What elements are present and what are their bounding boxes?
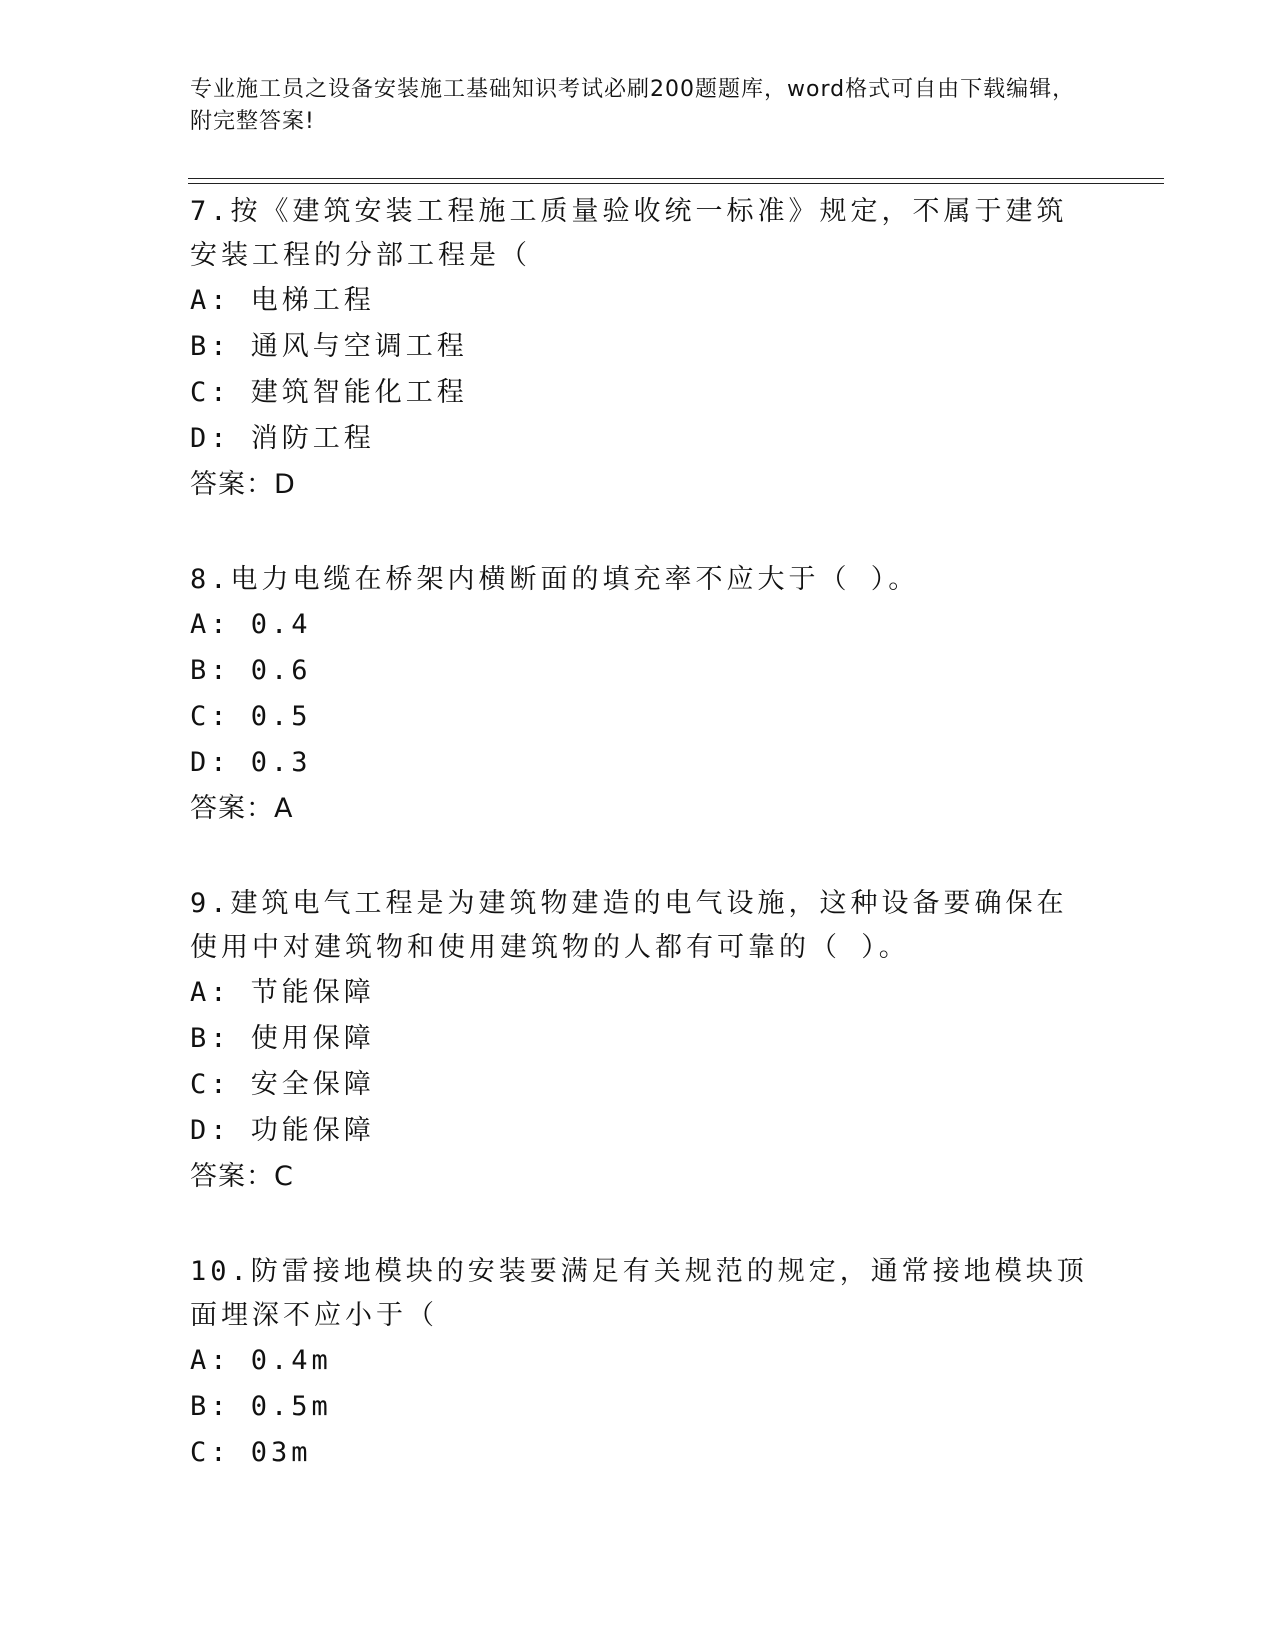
question-8	[190, 558, 1090, 832]
answer-label: 答案：D	[190, 469, 296, 500]
answer-label: 答案：A	[190, 793, 294, 824]
option-a: A: 0.4	[190, 609, 312, 640]
option-d: D: 功能保障	[190, 1115, 375, 1146]
document-header: 专业施工员之设备安装施工基础知识考试必刷200题题库，word格式可自由下载编辑，附完整答案!	[190, 77, 1076, 134]
question-text: 9.建筑电气工程是为建筑物建造的电气设施，这种设备要确保在使用中对建筑物和使用建筑物的人都有可靠的（ ）。	[190, 888, 1068, 963]
option-d: D: 消防工程	[190, 423, 375, 454]
option-b: B: 使用保障	[190, 1023, 375, 1054]
option-a: A: 节能保障	[190, 977, 375, 1008]
option-b: B: 0.6	[190, 655, 312, 686]
question-9	[190, 882, 1090, 1200]
option-b: B: 通风与空调工程	[190, 331, 468, 362]
option-c: C: 安全保障	[190, 1069, 375, 1100]
question-7	[190, 190, 1090, 508]
header-divider-bottom	[188, 183, 1164, 184]
option-b: B: 0.5m	[190, 1391, 332, 1422]
question-10	[190, 1250, 1090, 1476]
option-c: C: 建筑智能化工程	[190, 377, 468, 408]
question-text: 10.防雷接地模块的安装要满足有关规范的规定，通常接地模块顶面埋深不应小于（	[190, 1256, 1088, 1331]
answer-label: 答案：C	[190, 1161, 294, 1192]
question-list	[190, 190, 1090, 1526]
option-c: C: 03m	[190, 1437, 312, 1468]
question-text: 7.按《建筑安装工程施工质量验收统一标准》规定，不属于建筑安装工程的分部工程是（	[190, 196, 1068, 271]
header-divider-top	[188, 178, 1164, 179]
option-a: A: 电梯工程	[190, 285, 375, 316]
question-text: 8.电力电缆在桥架内横断面的填充率不应大于（ ）。	[190, 564, 920, 595]
option-a: A: 0.4m	[190, 1345, 332, 1376]
option-c: C: 0.5	[190, 701, 312, 732]
option-d: D: 0.3	[190, 747, 312, 778]
